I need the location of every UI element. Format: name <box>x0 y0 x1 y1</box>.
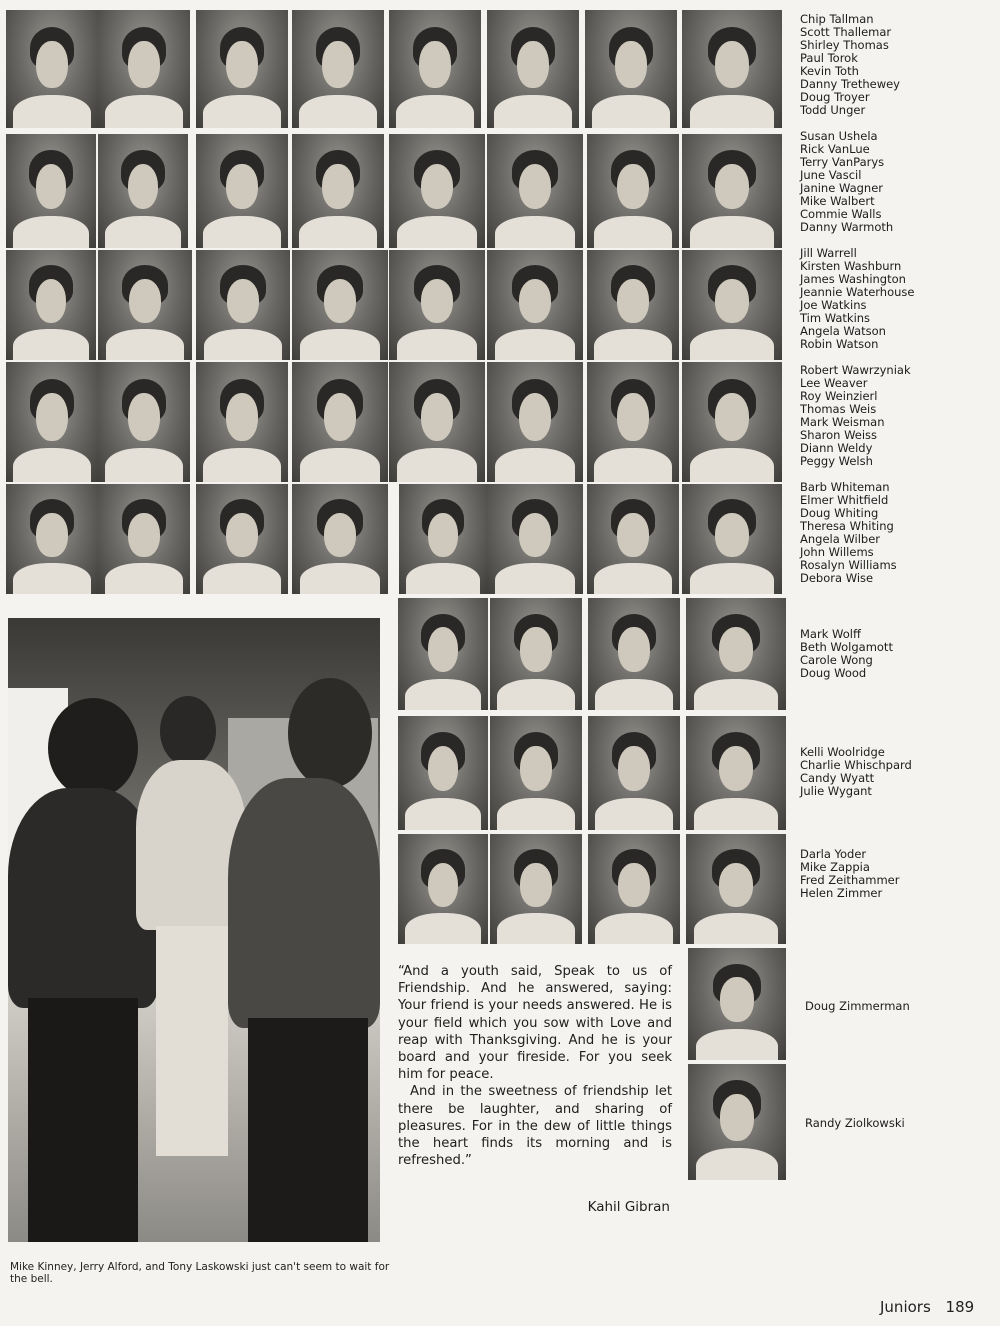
student-figure-right <box>228 678 380 1242</box>
quote-paragraph-1: “And a youth said, Speak to us of Friendship. And he answered, saying: Your friend is your needs answered. He is your field which you sow with Love and reap with Thanksgiving. And he is your board and your fireside. For you seek him for peace. <box>398 964 672 1083</box>
student-portrait <box>292 250 388 360</box>
student-name-list <box>800 13 995 117</box>
student-name: Rick VanLue <box>800 142 870 156</box>
student-portrait <box>682 362 782 482</box>
student-portrait <box>587 134 679 248</box>
candid-photo <box>8 618 380 1242</box>
student-name: Kirsten Washburn <box>800 259 902 273</box>
student-name: Helen Zimmer <box>800 886 883 900</box>
student-portrait <box>292 484 388 594</box>
student-name: Tim Watkins <box>800 311 871 325</box>
student-name: John Willems <box>800 545 874 559</box>
student-portrait <box>588 598 680 710</box>
student-name: Charlie Whischpard <box>800 758 912 772</box>
student-portrait <box>487 134 583 248</box>
student-portrait <box>292 134 384 248</box>
student-name: Julie Wygant <box>800 784 872 798</box>
student-portrait <box>686 834 786 944</box>
student-portrait <box>389 134 485 248</box>
student-portrait <box>682 134 782 248</box>
photo-caption: Mike Kinney, Jerry Alford, and Tony Laskowski just can't seem to wait for the bell. <box>10 1261 390 1285</box>
student-portrait <box>98 10 190 128</box>
student-portrait <box>98 362 190 482</box>
student-name-list <box>800 848 995 900</box>
student-name-list <box>800 628 995 680</box>
student-portrait <box>587 362 679 482</box>
student-portrait <box>588 716 680 830</box>
student-name: Elmer Whitfield <box>800 493 889 507</box>
student-portrait <box>587 250 679 360</box>
student-name: Shirley Thomas <box>800 38 889 52</box>
student-portrait <box>6 250 96 360</box>
student-portrait <box>487 250 583 360</box>
student-portrait <box>487 10 579 128</box>
student-portrait <box>587 484 679 594</box>
quote-author: Kahil Gibran <box>587 1199 670 1215</box>
student-name: Lee Weaver <box>800 376 868 390</box>
student-name: Beth Wolgamott <box>800 640 893 654</box>
student-portrait <box>398 716 488 830</box>
page-number: 189 <box>945 1298 975 1316</box>
student-name: Mark Weisman <box>800 415 885 429</box>
student-name: Roy Weinzierl <box>800 389 878 403</box>
student-name: Terry VanParys <box>800 155 885 169</box>
student-portrait <box>588 834 680 944</box>
student-name: Jeannie Waterhouse <box>800 285 915 299</box>
student-name: Doug Whiting <box>800 506 879 520</box>
student-name: Paul Torok <box>800 51 858 65</box>
student-portrait <box>686 598 786 710</box>
student-name: Kevin Toth <box>800 64 859 78</box>
student-name-list <box>800 247 995 351</box>
student-name-list <box>800 130 995 234</box>
student-name-list <box>805 1000 1000 1013</box>
student-name: Robert Wawrzyniak <box>800 363 911 377</box>
student-name: Danny Trethewey <box>800 77 900 91</box>
student-name: Scott Thallemar <box>800 25 892 39</box>
student-name: Sharon Weiss <box>800 428 878 442</box>
student-portrait <box>389 10 481 128</box>
student-portrait <box>292 10 384 128</box>
student-portrait <box>196 362 288 482</box>
student-name: Thomas Weis <box>800 402 877 416</box>
student-portrait <box>196 134 288 248</box>
student-portrait <box>196 250 290 360</box>
student-portrait <box>6 362 98 482</box>
page-footer <box>880 1298 974 1316</box>
student-portrait <box>399 484 487 594</box>
student-name: Danny Warmoth <box>800 220 894 234</box>
student-name: Mike Zappia <box>800 860 870 874</box>
student-name: Barb Whiteman <box>800 480 890 494</box>
student-name: Susan Ushela <box>800 129 878 143</box>
student-portrait <box>585 10 677 128</box>
student-portrait <box>196 10 288 128</box>
student-name: Mark Wolff <box>800 627 861 641</box>
student-name: Mike Walbert <box>800 194 875 208</box>
student-name: Janine Wagner <box>800 181 884 195</box>
student-name: Angela Watson <box>800 324 886 338</box>
student-portrait <box>6 10 98 128</box>
student-name: Doug Zimmerman <box>805 999 910 1013</box>
student-name: Chip Tallman <box>800 12 874 26</box>
quote-paragraph-2: And in the sweetness of friendship let there be laughter, and sharing of pleasures. For in the dew of little things the heart finds its morning and is refreshed.” <box>398 1084 672 1169</box>
student-portrait <box>98 250 192 360</box>
student-name-list <box>800 481 995 585</box>
friendship-quote <box>398 963 672 1169</box>
student-name: James Washington <box>800 272 906 286</box>
student-name: Jill Warrell <box>800 246 857 260</box>
student-name: Randy Ziolkowski <box>805 1116 905 1130</box>
student-name: Kelli Woolridge <box>800 745 885 759</box>
student-portrait <box>487 484 583 594</box>
student-portrait <box>389 362 485 482</box>
student-portrait <box>389 250 485 360</box>
student-name: Rosalyn Williams <box>800 558 897 572</box>
student-name: Todd Unger <box>800 103 866 117</box>
student-name: Commie Walls <box>800 207 882 221</box>
student-portrait <box>487 362 583 482</box>
student-portrait <box>6 484 98 594</box>
student-name-list <box>800 364 995 468</box>
student-name: Doug Troyer <box>800 90 870 104</box>
section-title: Juniors <box>880 1298 931 1316</box>
student-name: Fred Zeithammer <box>800 873 900 887</box>
student-portrait <box>688 948 786 1060</box>
student-portrait <box>98 484 190 594</box>
student-portrait <box>398 834 488 944</box>
student-name: June Vascil <box>800 168 862 182</box>
student-name-list <box>800 746 995 798</box>
student-portrait <box>196 484 288 594</box>
student-name: Robin Watson <box>800 337 879 351</box>
student-portrait <box>688 1064 786 1180</box>
student-name: Carole Wong <box>800 653 873 667</box>
student-portrait <box>686 716 786 830</box>
student-name: Debora Wise <box>800 571 874 585</box>
student-name: Angela Wilber <box>800 532 881 546</box>
student-portrait <box>682 250 782 360</box>
student-name: Darla Yoder <box>800 847 867 861</box>
student-name-list <box>805 1117 1000 1130</box>
student-portrait <box>682 10 782 128</box>
student-portrait <box>98 134 188 248</box>
student-name: Doug Wood <box>800 666 867 680</box>
student-name: Diann Weldy <box>800 441 873 455</box>
student-name: Joe Watkins <box>800 298 867 312</box>
student-portrait <box>490 834 582 944</box>
student-name: Peggy Welsh <box>800 454 873 468</box>
student-portrait <box>398 598 488 710</box>
student-name: Candy Wyatt <box>800 771 875 785</box>
student-portrait <box>682 484 782 594</box>
student-name: Theresa Whiting <box>800 519 894 533</box>
student-portrait <box>490 598 582 710</box>
student-portrait <box>6 134 96 248</box>
student-portrait <box>490 716 582 830</box>
student-portrait <box>292 362 388 482</box>
